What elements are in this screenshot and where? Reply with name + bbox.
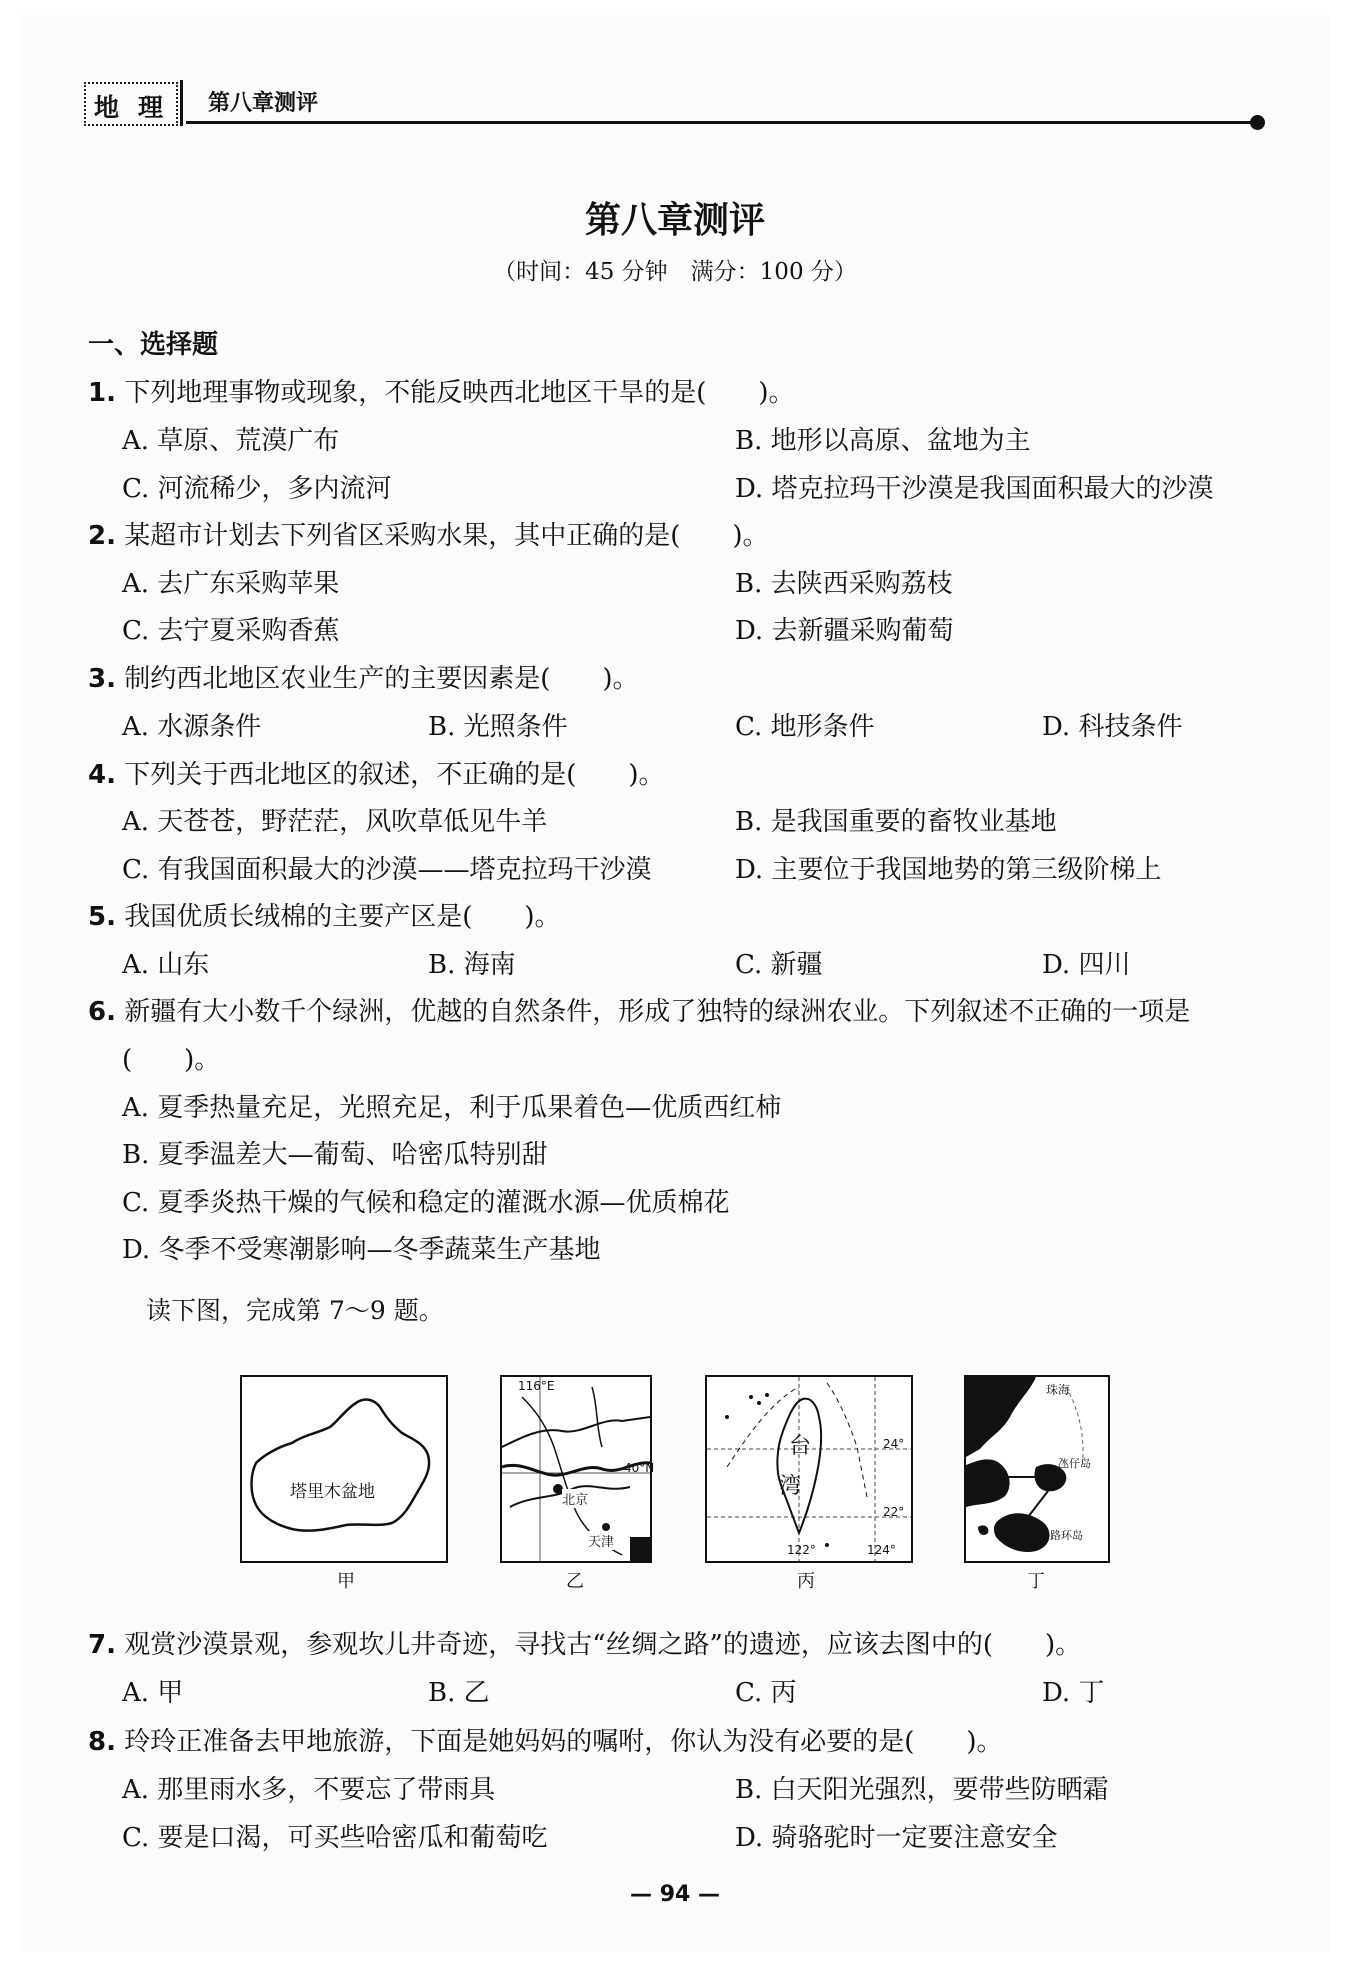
option-c: C. 丙	[735, 1678, 797, 1708]
option-b: B. 光照条件	[428, 712, 568, 742]
question-number: 5.	[88, 902, 116, 932]
exam-info: （时间：45 分钟 满分：100 分）	[493, 259, 857, 285]
question-text: 某超市计划去下列省区采购水果，其中正确的是( )。	[124, 521, 769, 551]
beijing-label: 北京	[562, 1489, 588, 1508]
option-a: A. 甲	[122, 1678, 184, 1708]
option-b: B. 去陕西采购荔枝	[735, 569, 953, 599]
option-c: C. 地形条件	[735, 712, 875, 742]
question-7	[88, 1624, 1081, 1661]
option-d: D. 丁	[1042, 1678, 1105, 1708]
question-number: 3.	[88, 664, 116, 694]
option-a: A. 草原、荒漠广布	[122, 426, 340, 456]
option-d: D. 去新疆采购葡萄	[735, 616, 954, 646]
lat-label: 40°N	[624, 1461, 655, 1475]
coloane-label: 路环岛	[1050, 1529, 1083, 1542]
subject-char-2: 理	[138, 93, 164, 122]
lon-124-label: 124°	[867, 1543, 896, 1557]
option-a: A. 夏季热量充足，光照充足，利于瓜果着色—优质西红柿	[122, 1093, 782, 1123]
option-a: A. 那里雨水多，不要忘了带雨具	[122, 1775, 496, 1805]
question-4	[88, 754, 665, 791]
caption-ding: 丁	[1027, 1571, 1045, 1592]
taiwan-label-1: 台	[789, 1434, 812, 1459]
option-a: A. 水源条件	[122, 712, 262, 742]
taiwan-map-icon	[707, 1377, 911, 1561]
subject-badge	[84, 82, 178, 126]
question-number: 8.	[88, 1727, 116, 1757]
taipa-label: 氹仔岛	[1058, 1457, 1091, 1470]
option-a: A. 去广东采购苹果	[122, 569, 340, 599]
option-d: D. 冬季不受寒潮影响—冬季蔬菜生产基地	[122, 1235, 601, 1265]
option-b: B. 海南	[428, 950, 516, 980]
header-separator	[180, 80, 183, 126]
option-c: C. 要是口渴，可买些哈密瓜和葡萄吃	[122, 1823, 548, 1853]
page-title: 第八章测评	[584, 200, 765, 241]
map-bing	[705, 1375, 913, 1563]
option-d: D. 四川	[1042, 950, 1131, 980]
map-ding	[964, 1375, 1110, 1563]
header-rule-dot	[1250, 115, 1265, 130]
question-6-blank: ( )。	[122, 1045, 221, 1075]
caption-jia: 甲	[337, 1571, 355, 1592]
question-number: 4.	[88, 760, 116, 790]
option-d: D. 骑骆驼时一定要注意安全	[735, 1823, 1058, 1853]
question-6	[88, 991, 1190, 1028]
option-c: C. 新疆	[735, 950, 823, 980]
option-c: C. 夏季炎热干燥的气候和稳定的灌溉水源—优质棉花	[122, 1188, 730, 1218]
option-c: C. 去宁夏采购香蕉	[122, 616, 340, 646]
option-b: B. 白天阳光强烈，要带些防晒霜	[735, 1775, 1109, 1805]
question-number: 6.	[88, 997, 116, 1027]
question-text: 我国优质长绒棉的主要产区是( )。	[124, 902, 561, 932]
option-b: B. 夏季温差大—葡萄、哈密瓜特别甜	[122, 1140, 548, 1170]
option-c: C. 河流稀少，多内流河	[122, 474, 392, 504]
lon-label: 116°E	[518, 1379, 555, 1393]
option-b: B. 地形以高原、盆地为主	[735, 426, 1031, 456]
question-text: 观赏沙漠景观，参观坎儿井奇迹，寻找古“丝绸之路”的遗迹，应该去图中的( )。	[124, 1630, 1082, 1660]
tianjin-label: 天津	[588, 1531, 614, 1550]
option-c: C. 有我国面积最大的沙漠——塔克拉玛干沙漠	[122, 855, 652, 885]
question-number: 2.	[88, 521, 116, 551]
option-b: B. 乙	[428, 1678, 490, 1708]
question-3	[88, 658, 639, 695]
question-text: 玲玲正准备去甲地旅游，下面是她妈妈的嘱咐，你认为没有必要的是( )。	[124, 1727, 1003, 1757]
header-rule	[186, 121, 1256, 124]
subject-char-1: 地	[94, 93, 120, 122]
question-1	[88, 372, 795, 409]
question-text: 新疆有大小数千个绿洲，优越的自然条件，形成了独特的绿洲农业。下列叙述不正确的一项是	[124, 997, 1191, 1027]
tarim-basin-label: 塔里木盆地	[290, 1482, 375, 1502]
page-number: — 94 —	[630, 1882, 720, 1907]
question-8	[88, 1721, 1003, 1758]
option-b: B. 是我国重要的畜牧业基地	[735, 807, 1057, 837]
map-jia	[240, 1375, 448, 1563]
caption-bing: 丙	[797, 1571, 815, 1592]
question-number: 7.	[88, 1630, 116, 1660]
question-number: 1.	[88, 378, 116, 408]
option-d: D. 科技条件	[1042, 712, 1183, 742]
question-2	[88, 515, 769, 552]
caption-yi: 乙	[566, 1571, 584, 1592]
question-text: 下列地理事物或现象，不能反映西北地区干旱的是( )。	[124, 378, 795, 408]
option-a: A. 天苍苍，野茫茫，风吹草低见牛羊	[122, 807, 548, 837]
zhuhai-label: 珠海	[1046, 1383, 1071, 1397]
question-text: 制约西北地区农业生产的主要因素是( )。	[124, 664, 639, 694]
xinjiang-outline-icon	[242, 1377, 446, 1561]
question-5	[88, 896, 561, 933]
macau-label: 澳门	[990, 1443, 1017, 1458]
option-d: D. 主要位于我国地势的第三级阶梯上	[735, 855, 1162, 885]
question-text: 下列关于西北地区的叙述，不正确的是( )。	[124, 760, 665, 790]
lat-24-label: 24°	[883, 1437, 905, 1451]
option-d: D. 塔克拉玛干沙漠是我国面积最大的沙漠	[735, 474, 1214, 504]
figure-instruction: 读下图，完成第 7～9 题。	[146, 1296, 444, 1325]
lon-122-label: 122°	[787, 1543, 816, 1557]
section-heading: 一、选择题	[88, 330, 219, 360]
option-a: A. 山东	[122, 950, 210, 980]
header-chapter: 第八章测评	[208, 90, 319, 116]
lat-22-label: 22°	[883, 1505, 905, 1519]
map-yi	[500, 1375, 655, 1563]
taiwan-label-2: 湾	[779, 1474, 802, 1499]
